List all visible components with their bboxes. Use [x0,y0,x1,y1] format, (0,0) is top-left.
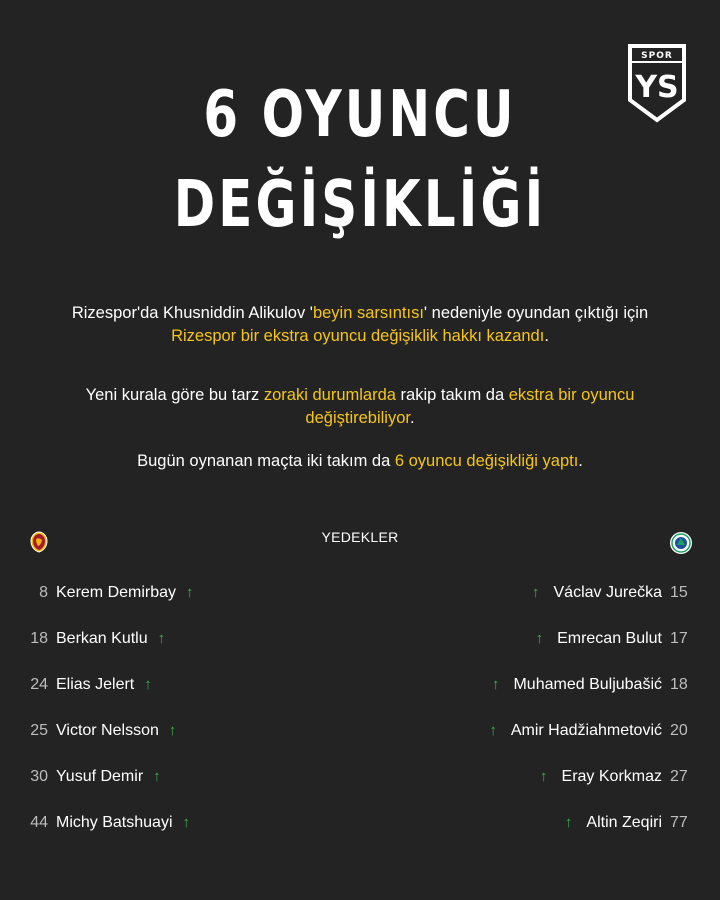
left-player-row [28,766,161,788]
player-number: 18 [30,630,48,647]
highlighted-text: beyin sarsıntısı [312,304,424,322]
player-number: 18 [670,676,688,693]
highlighted-text: 6 oyuncu değişikliği yaptı [394,452,579,470]
left-player-row [28,720,176,742]
left-player-row [28,674,152,696]
left-player-row [28,628,165,650]
player-name: Elias Jelert [56,676,135,693]
right-player-row [532,582,690,604]
body-text: Rizespor'da Khusniddin Alikulov ' [71,304,313,322]
highlighted-text: ekstra bir oyuncu değiştirebiliyor [305,386,635,427]
right-player-row [489,720,690,742]
player-number: 17 [670,630,688,647]
sub-in-arrow-icon: ↑ [532,584,540,601]
highlighted-text: Rizespor bir ekstra oyuncu değişiklik hakkı kazandı [171,326,545,345]
player-name: Amir Hadžiahmetović [510,722,662,739]
player-name: Michy Batshuayi [56,814,173,831]
sub-in-arrow-icon: ↑ [186,584,194,601]
sub-in-arrow-icon: ↑ [182,814,190,831]
sub-in-arrow-icon: ↑ [535,630,544,647]
player-name: Altin Zeqiri [586,814,662,831]
player-number: 24 [30,676,48,693]
right-player-row [540,766,690,788]
right-player-row [492,674,690,696]
title-line-2: DEĞİŞİKLİĞİ [173,168,547,242]
sub-in-arrow-icon: ↑ [168,722,177,739]
body-text: . [578,452,583,470]
sub-in-arrow-icon: ↑ [491,676,500,693]
section-label-substitutes: YEDEKLER [321,529,399,545]
player-name: Muhamed Buljubašić [513,676,662,693]
sub-in-arrow-icon: ↑ [489,722,497,739]
sub-in-arrow-icon: ↑ [144,676,152,693]
description-paragraph-1 [70,302,650,347]
left-player-row [28,812,190,834]
player-number: 44 [30,814,48,831]
player-number: 25 [30,722,48,739]
player-name: Václav Jurečka [553,584,662,601]
player-number: 8 [39,584,48,601]
body-text: . [544,326,549,345]
logo-top-text: SPOR [641,51,673,61]
body-text: . [409,408,415,427]
sub-in-arrow-icon: ↑ [153,768,161,785]
player-name: Berkan Kutlu [56,630,148,647]
logo-monogram: YS [635,70,679,105]
sub-in-arrow-icon: ↑ [564,814,573,831]
right-player-row [536,628,690,650]
player-number: 27 [670,768,688,785]
description-paragraph-2 [70,384,650,429]
sub-in-arrow-icon: ↑ [540,768,548,785]
body-text: Bugün oynanan maçta iki takım da [137,452,395,470]
player-number: 30 [30,768,48,785]
player-number: 77 [670,814,688,831]
player-name: Kerem Demirbay [56,584,177,601]
right-player-row [565,812,690,834]
player-name: Eray Korkmaz [561,768,662,785]
body-text: rakip takım da [395,386,509,404]
player-name: Emrecan Bulut [557,630,662,647]
sub-in-arrow-icon: ↑ [157,630,166,647]
player-name: Victor Nelsson [56,722,159,739]
body-text: Yeni kurala göre bu tarz [85,386,264,404]
highlighted-text: zoraki durumlarda [263,386,396,404]
left-player-row [28,582,194,604]
title-line-1: 6 OYUNCU [203,78,517,152]
description-paragraph-3 [70,450,650,473]
player-number: 15 [670,584,688,601]
body-text: ' nedeniyle oyundan çıktığı için [423,304,649,322]
player-number: 20 [670,722,688,739]
player-name: Yusuf Demir [56,768,144,785]
